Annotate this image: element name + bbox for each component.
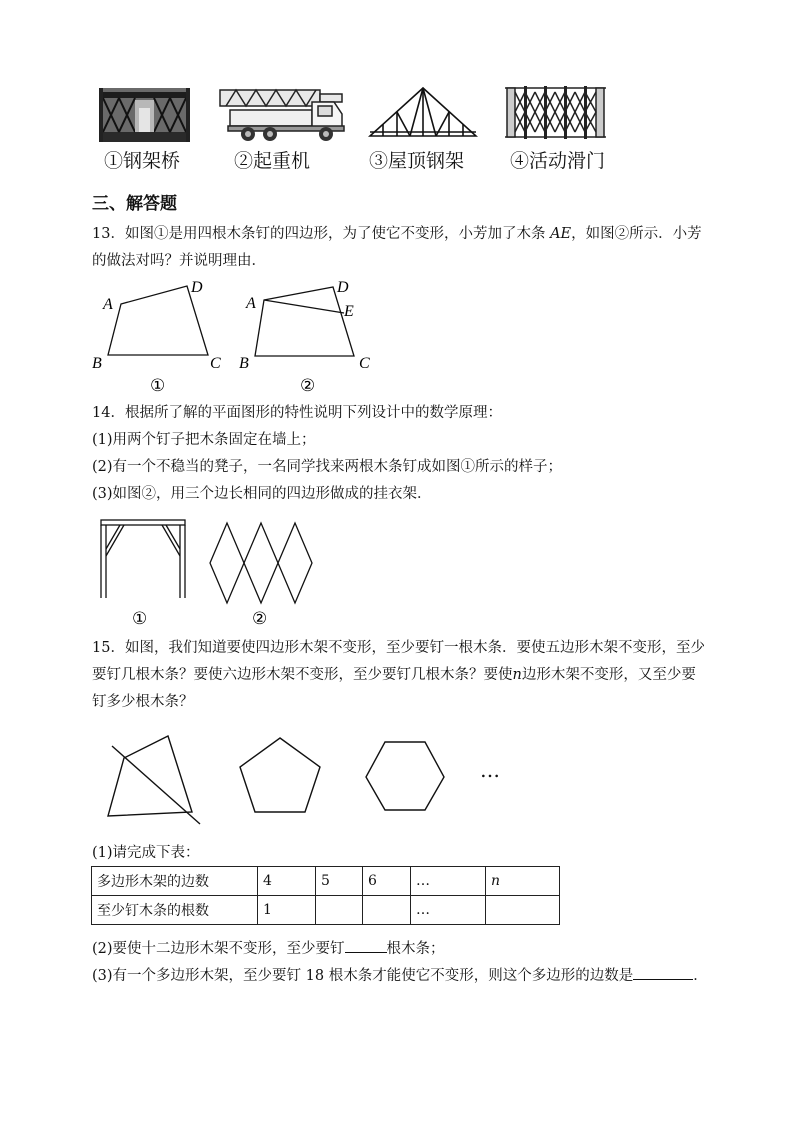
- steel-bridge-image: [99, 88, 190, 142]
- q15-sub1: (1)请完成下表：: [92, 845, 200, 861]
- crane-truck-image: [218, 84, 348, 144]
- table-cell: 6: [363, 867, 411, 896]
- quadrilateral-abcd-with-brace: [255, 287, 354, 356]
- table-cell: 至少钉木条的根数: [92, 896, 258, 925]
- answer-blank[interactable]: [345, 938, 387, 953]
- table-cell-blank[interactable]: [363, 896, 411, 925]
- q15-sub2: (2)要使十二边形木架不变形，至少要钉 根木条；: [92, 938, 445, 959]
- table-row: [92, 896, 560, 925]
- roof-frame-image: [368, 86, 478, 138]
- q14-fig1-number: ①: [132, 609, 148, 628]
- fig2-number: ②: [300, 376, 316, 396]
- q15-line3: 钉多少根木条？: [92, 694, 194, 710]
- q15-line1: 15．如图，我们知道要使四边形木架不变形，至少要钉一根木条．要使五边形木架不变形，至少: [92, 640, 705, 656]
- q15-table: [91, 866, 560, 925]
- fig1-label-b: B: [92, 355, 102, 372]
- q14-line2: (1)用两个钉子把木条固定在墙上；: [92, 432, 316, 448]
- q15-polygons: [100, 730, 520, 830]
- table-cell: …: [411, 896, 486, 925]
- q13-line1: 13．如图①是用四根木条钉的四边形，为了使它不变形，小芳加了木条 AE，如图②所示．小芳: [92, 226, 702, 242]
- ellipsis: …: [480, 758, 500, 782]
- diagonal-brace: [112, 746, 200, 824]
- table-cell: 5: [316, 867, 363, 896]
- caption-crane: ②起重机: [234, 150, 311, 172]
- quadrilateral-abcd: [108, 286, 208, 355]
- section-title: 三、解答题: [92, 194, 177, 214]
- table-cell: 多边形木架的边数: [92, 867, 258, 896]
- q15-line2: 要钉几根木条？要使六边形木架不变形，至少要钉几根木条？要使n边形木架不变形，又至少要: [92, 667, 696, 683]
- brace-ae: [264, 300, 344, 313]
- caption-sliding-gate: ④活动滑门: [510, 150, 606, 172]
- caption-roof-frame: ③屋顶钢架: [369, 150, 465, 172]
- q13-line2: 的做法对吗？并说明理由．: [92, 253, 266, 269]
- fig2-label-e: E: [344, 303, 354, 320]
- fig2-label-a: A: [246, 295, 256, 312]
- fig1-label-a: A: [103, 296, 113, 313]
- table-cell-blank[interactable]: [316, 896, 363, 925]
- stool-figure: [101, 520, 185, 598]
- q14-line4: (3)如图②，用三个边长相同的四边形做成的挂衣架．: [92, 486, 432, 502]
- q14-line1: 14．根据所了解的平面图形的特性说明下列设计中的数学原理：: [92, 405, 502, 421]
- pentagon: [240, 738, 320, 812]
- table-row: [92, 867, 560, 896]
- fig1-number: ①: [150, 376, 166, 396]
- sliding-gate-image: [505, 84, 606, 141]
- hanger-rhombuses: [208, 520, 316, 608]
- fig1-label-c: C: [210, 355, 221, 372]
- table-cell: n: [486, 867, 560, 896]
- answer-blank[interactable]: [633, 965, 693, 980]
- caption-steel-bridge: ①钢架桥: [104, 150, 181, 172]
- fig1-label-d: D: [191, 279, 203, 296]
- fig2-label-b: B: [239, 355, 249, 372]
- q13-figures: [88, 276, 388, 398]
- table-cell: 4: [258, 867, 316, 896]
- q15-sub3: (3)有一个多边形木架，至少要钉 18 根木条才能使它不变形，则这个多边形的边数是 ．: [92, 965, 708, 986]
- table-cell: 1: [258, 896, 316, 925]
- table-cell: …: [411, 867, 486, 896]
- quadrilateral-with-brace: [108, 736, 192, 816]
- q14-line3: (2)有一个不稳当的凳子，一名同学找来两根木条钉成如图①所示的样子；: [92, 459, 563, 475]
- table-cell-blank[interactable]: [486, 896, 560, 925]
- fig2-label-c: C: [359, 355, 370, 372]
- fig2-label-d: D: [337, 279, 349, 296]
- hexagon: [366, 742, 444, 810]
- q14-fig2-number: ②: [252, 609, 268, 628]
